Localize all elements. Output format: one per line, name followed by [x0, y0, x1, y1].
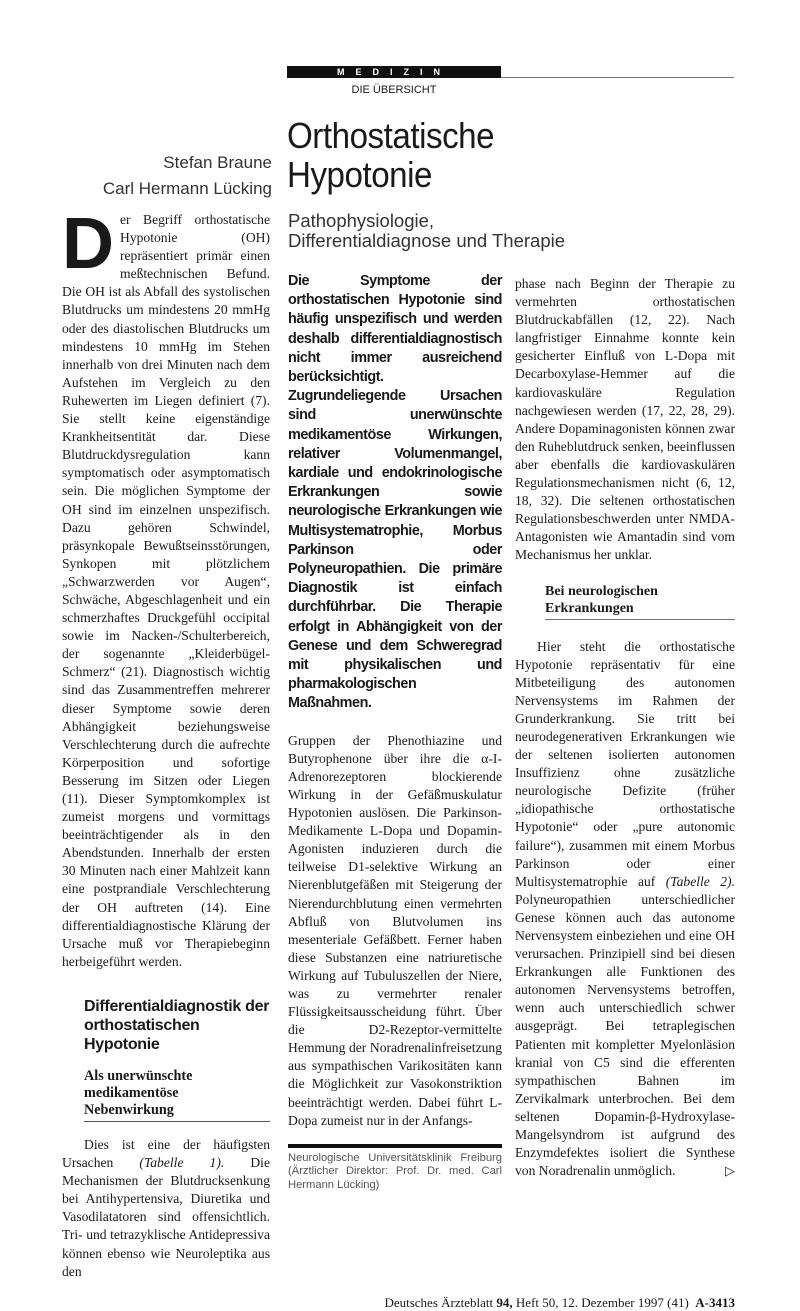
page-number: A-3413 [695, 1294, 735, 1310]
header-rule [501, 77, 734, 78]
drug-paragraph [62, 1136, 270, 1281]
section-label: MEDIZIN [287, 66, 501, 78]
paragraph-text: Dies ist eine der häufigsten Ursachen [62, 1136, 270, 1171]
paragraph-text: Polyneuropathien unterschiedlicher Genese können auch das autonome Nervensystem einbeziehen und eine OH verursachen. Prinzipiell sind bei diesen Erkrankungen alle Funktionen des autonomen Nervensystems betroffen, wenn auch unterschiedlich schwer ausgeprägt. Bei tetraplegischen Patienten mit kompletter Myelonläsion kranial von C5 sind die efferenten sympathischen Bahnen im Zervikalmark unterbrochen. Bei dem seltenen Dopamin-β-Hydroxylase-Mangelsyndrom ist aufgrund des Enzymdefektes isoliert die Synthese von Noradrenalin unmöglich. [515, 891, 735, 1179]
subsection-heading: Als unerwünschte medikamentöse Nebenwirkung [84, 1068, 270, 1122]
column-1 [62, 204, 270, 1281]
article-columns [62, 204, 735, 1281]
section-heading: Differentialdiagnostik der orthostatischen Hypotonie [84, 997, 270, 1053]
neuro-paragraph [515, 638, 735, 1181]
author: Stefan Braune [163, 153, 272, 172]
article-title [287, 116, 494, 194]
authors [60, 150, 272, 202]
journal-name: Deutsches Ärzteblatt [384, 1294, 494, 1310]
table-reference[interactable]: (Tabelle 1). [139, 1155, 225, 1171]
column-3 [515, 275, 735, 1180]
rubric-label: DIE ÜBERSICHT [351, 84, 437, 96]
page-footer [62, 1295, 735, 1311]
paragraph-text: Die Mechanismen der Blutdrucksenkung bei Antihypertensiva, Diuretika und Vasodilatatoren sind offensichtlich. Tri- und tetrazyklische Antidepressiva können ebenso wie Neuroleptika aus den [62, 1155, 270, 1279]
column-2-text: Gruppen der Phenothiazine und Butyrophenone über ihre die α-I-Adrenorezeptoren blockierende Wirkung in der Gefäßmuskulatur Hypotonien auslösen. Die Parkinson-Medikamente L-Dopa und Dopamin-Agonisten induzieren durch die teilweise D1-selektive Wirkung an Nierenblutgefäßen mit Steigerung der Nierendurchblutung einen vermehrten Abfluß von Blutvolumen ins mesenteriale Gefäßbett. Ferner haben diese Substanzen eine natriuretische Wirkung auf Tubuluszellen der Niere, was zu vermehrter renaler Flüssigkeitsausscheidung führt. Über die D2-Rezeptor-vermittelte Hemmung der Noradrenalinfreisetzung aus sympathischen Varikositäten kann die Möglichkeit zur Vasokonstriktion beeinträchtigt werden. Dabei führt L-Dopa zumeist nur in der Anfangs- [288, 732, 502, 1128]
intro-paragraph [62, 204, 270, 971]
subtitle-line: Differentialdiagnose und Therapie [288, 230, 566, 251]
drop-cap: D [62, 204, 114, 284]
table-reference[interactable]: (Tabelle 2). [665, 873, 735, 889]
continue-arrow-icon: ▷ [725, 1163, 735, 1179]
summary-abstract: Die Symptome der orthostatischen Hypotonie sind häufig unspezifisch und werden deshalb differentialdiagnostisch nicht immer ausreichend berücksichtigt. Zugrundeliegende Ursachen sind unerwünschte medikamentöse Wirkungen, relativer Volumenmangel, kardiale und endokrinologische Erkrankungen sowie neurologische Erkrankungen wie Multisystematrophie, Morbus Parkinson oder Polyneuropathien. Die primäre Diagnostik ist einfach durchführbar. Die Therapie erfolgt in Abhängigkeit von der Genese und dem Schweregrad mit physikalischen und pharmakologischen Maßnahmen. [288, 273, 502, 712]
title-line: Orthostatische [287, 115, 495, 156]
column-2 [288, 272, 502, 1192]
subtitle-line: Pathophysiologie, [288, 210, 435, 231]
footnote-rule [288, 1144, 502, 1148]
intro-text: er Begriff orthostatische Hypotonie (OH) repräsentiert primär einen meßtechnischen Befund. Die OH ist als Abfall des systolischen Blutdrucks um mindestens 20 mmHg oder des diastolischen Blutdrucks um mindestens 10 mmHg im Stehen innerhalb von drei Minuten nach dem Aufstehen im Vergleich zu den Ruhewerten im Liegen definiert (7). Sie stellt keine eigenständige Krankheitsentität dar. Diese Blutdruckdysregulation kann symptomatisch oder asymptomatisch sein. Die möglichen Symptome der OH sind im einzelnen unspezifisch. Dazu gehören Schwindel, präsynkopale Bewußtseinsstörungen, Synkopen mit plötzlichem „Schwarzwerden vor Augen“, Schwäche, Abgeschlagenheit und ein schmerzhaftes Druckgefühl occipital sowie im Nacken-/Schulterbereich, der sogenannte „Kleiderbügel-Schmerz“ (21). Diagnostisch wichtig sind das Zusammentreffen mehrerer dieser Symptome sowie deren Abhängigkeit beziehungsweise Verschlechterung durch die aufrechte Körperposition und sofortige Besserung im Sitzen oder Liegen (11). Dieser Symptomkomplex ist zumeist morgens und vormittags beeinträchtigender als in den Abendstunden. Innerhalb der ersten 30 Minuten nach einer Mahlzeit kann eine postprandiale Verschlechterung der OH auftreten (14). Eine differentialdiagnostische Klärung der Ursache muß vor Therapiebeginn herbeigeführt werden. [62, 212, 270, 969]
paragraph-text: Hier steht die orthostatische Hypotonie repräsentativ für eine Mitbeteiligung des autonomen Nervensystems im Rahmen der Grunderkrankung. Sie tritt bei neurodegenerativen Erkrankungen wie der seltenen isolierten autonomen Insuffizienz ohne zusätzliche neurologische Defizite (früher „idiopathische orthostatische Hypotonie“ oder „pure autonomic failure“), zusammen mit einem Morbus Parkinson oder einer Multisystematrophie auf [515, 638, 735, 889]
affiliation-footnote: Neurologische Universitätsklinik Freiburg (Ärztlicher Direktor: Prof. Dr. med. Carl Hermann Lücking) [288, 1151, 502, 1191]
journal-issue: Heft 50, 12. Dezember 1997 (41) [515, 1294, 689, 1310]
author: Carl Hermann Lücking [102, 179, 272, 198]
subsection-heading: Bei neurologischen Erkrankungen [545, 583, 735, 620]
title-line: Hypotonie [287, 154, 433, 195]
column-3-text: phase nach Beginn der Therapie zu vermehrten orthostatischen Blutdruckabfällen (12, 22). Nach langfristiger Einnahme konnte kein gesicherter Einfluß von L-Dopa mit Decarboxylase-Hemmer auf die kardiovaskuläre Regulation nachgewiesen werden (17, 22, 28, 29). Andere Dopaminagonisten können zwar den Ruheblutdruck senken, beeinflussen aber ebenfalls die kardiovaskulären Regulationsmechanismen nicht (6, 12, 18, 32). Die seltenen orthostatischen Regulationsbeschwerden unter NMDA-Antagonisten wie Amantadin sind vom Mechanismus her unklar. [515, 276, 735, 563]
journal-volume: 94, [496, 1294, 513, 1310]
article-body [62, 204, 735, 1311]
